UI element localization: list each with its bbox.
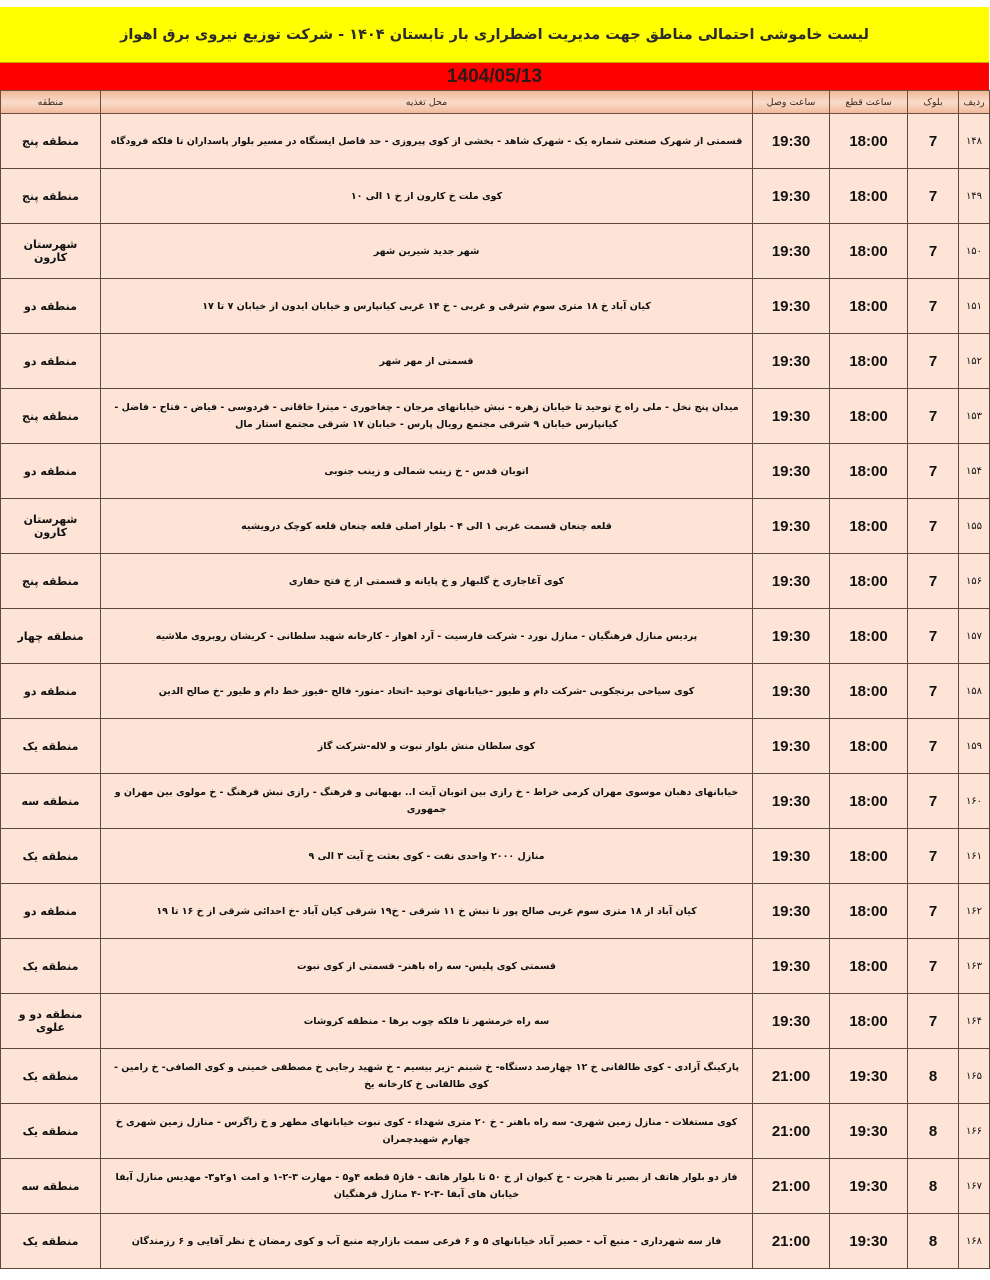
cell-connect-time: 19:30 (753, 829, 830, 884)
cell-region: منطقه یک (1, 939, 101, 994)
table-row (1, 554, 990, 609)
cell-connect-time: 19:30 (753, 444, 830, 499)
page-title: لیست خاموشی احتمالی مناطق جهت مدیریت اضطراری بار تابستان ۱۴۰۴ - شرکت توزیع نیروی برق اهواز (120, 26, 869, 43)
cell-cut-time: 18:00 (830, 994, 908, 1049)
cell-block: 8 (908, 1159, 959, 1214)
cell-row-number: ۱۶۶ (959, 1104, 990, 1159)
cell-cut-time: 18:00 (830, 554, 908, 609)
cell-cut-time: 18:00 (830, 224, 908, 279)
cell-cut-time: 18:00 (830, 279, 908, 334)
cell-region: منطقه دو و علوی (1, 994, 101, 1049)
table-row (1, 389, 990, 444)
cell-connect-time: 19:30 (753, 224, 830, 279)
cell-location: شهر جدید شیرین شهر (101, 224, 753, 279)
table-header-row (1, 91, 990, 114)
cell-connect-time: 19:30 (753, 609, 830, 664)
cell-block: 7 (908, 994, 959, 1049)
cell-location: فاز سه شهرداری - منبع آب - حصیر آباد خیابانهای ۵ و ۶ فرعی سمت بازارچه منبع آب و کوی رمضان خ نظر آقایی و ۶ رزمندگان (101, 1214, 753, 1269)
cell-location: کوی آغاجاری خ گلبهار و خ پایانه و قسمتی از خ فتح حفاری (101, 554, 753, 609)
cell-location: پردیس منازل فرهنگیان - منازل نورد - شرکت فارسیت - آرد اهواز - کارخانه شهید سلطانی - کریشان روبروی ملاشیه (101, 609, 753, 664)
cell-cut-time: 18:00 (830, 444, 908, 499)
cell-location: اتوبان قدس - خ زینب شمالی و زینب جنوبی (101, 444, 753, 499)
column-header-connect-time: ساعت وصل (753, 91, 830, 114)
cell-block: 7 (908, 774, 959, 829)
cell-region: شهرستان کارون (1, 499, 101, 554)
cell-location: کوی مستغلات - منازل زمین شهری- سه راه باهنر - خ ۲۰ متری شهداء - کوی نبوت خیابانهای مطهر و خ زاگرس - منازل زمین شهری خ چهارم شهیدچمران (101, 1104, 753, 1159)
column-header-row-number: ردیف (959, 91, 990, 114)
cell-region: منطقه سه (1, 1159, 101, 1214)
cell-location: کوی ملت خ کارون از خ ۱ الی ۱۰ (101, 169, 753, 224)
cell-block: 8 (908, 1104, 959, 1159)
cell-block: 7 (908, 169, 959, 224)
cell-row-number: ۱۵۵ (959, 499, 990, 554)
cell-block: 8 (908, 1049, 959, 1104)
cell-connect-time: 21:00 (753, 1104, 830, 1159)
cell-cut-time: 18:00 (830, 719, 908, 774)
table-row (1, 719, 990, 774)
schedule-date: 1404/05/13 (446, 65, 543, 87)
cell-row-number: ۱۶۲ (959, 884, 990, 939)
cell-block: 7 (908, 719, 959, 774)
cell-location: قسمتی کوی پلیس- سه راه باهنر- قسمتی از کوی نبوت (101, 939, 753, 994)
cell-connect-time: 19:30 (753, 994, 830, 1049)
cell-row-number: ۱۵۷ (959, 609, 990, 664)
cell-row-number: ۱۴۸ (959, 114, 990, 169)
cell-row-number: ۱۵۳ (959, 389, 990, 444)
table-row (1, 279, 990, 334)
cell-cut-time: 18:00 (830, 169, 908, 224)
cell-block: 7 (908, 939, 959, 994)
cell-cut-time: 18:00 (830, 114, 908, 169)
table-row (1, 169, 990, 224)
cell-row-number: ۱۵۴ (959, 444, 990, 499)
table-row (1, 1049, 990, 1104)
cell-row-number: ۱۶۴ (959, 994, 990, 1049)
cell-location: قسمتی از شهرک صنعتی شماره یک - شهرک شاهد - بخشی از کوی پیروزی - حد فاصل ایستگاه در مسیر بلوار پاسداران تا فلکه فرودگاه (101, 114, 753, 169)
cell-connect-time: 19:30 (753, 664, 830, 719)
table-row (1, 994, 990, 1049)
table-row (1, 664, 990, 719)
table-row (1, 224, 990, 279)
cell-row-number: ۱۶۳ (959, 939, 990, 994)
cell-block: 7 (908, 829, 959, 884)
cell-block: 7 (908, 224, 959, 279)
cell-connect-time: 19:30 (753, 774, 830, 829)
cell-cut-time: 19:30 (830, 1104, 908, 1159)
cell-block: 7 (908, 554, 959, 609)
cell-location: کیان آباد خ ۱۸ متری سوم شرقی و غربی - خ ۱۴ غربی کیانپارس و خیابان ایدون از خیابان ۷ تا ۱۷ (101, 279, 753, 334)
table-row (1, 334, 990, 389)
cell-location: منازل ۲۰۰۰ واحدی نفت - کوی بعثت خ آیت ۳ الی ۹ (101, 829, 753, 884)
cell-connect-time: 21:00 (753, 1049, 830, 1104)
cell-row-number: ۱۵۶ (959, 554, 990, 609)
cell-block: 7 (908, 334, 959, 389)
cell-block: 8 (908, 1214, 959, 1269)
cell-location: سه راه خرمشهر تا فلکه چوب برها - منطقه کروشات (101, 994, 753, 1049)
cell-connect-time: 19:30 (753, 499, 830, 554)
table-row (1, 1104, 990, 1159)
table-row (1, 829, 990, 884)
title-banner (0, 7, 989, 63)
cell-connect-time: 19:30 (753, 334, 830, 389)
column-header-cut-time: ساعت قطع (830, 91, 908, 114)
date-banner (0, 63, 989, 90)
cell-connect-time: 19:30 (753, 554, 830, 609)
cell-row-number: ۱۵۰ (959, 224, 990, 279)
cell-location: خیابانهای دهبان موسوی مهران کرمی خراط - خ رازی بین اتوبان آیت ا.. بهبهانی و فرهنگ - رازی نبش فرهنگ - خ مولوی بین مهران و جمهوری (101, 774, 753, 829)
table-row (1, 609, 990, 664)
table-row (1, 884, 990, 939)
cell-cut-time: 18:00 (830, 609, 908, 664)
cell-row-number: ۱۶۵ (959, 1049, 990, 1104)
cell-region: منطقه دو (1, 884, 101, 939)
cell-row-number: ۱۶۷ (959, 1159, 990, 1214)
cell-connect-time: 19:30 (753, 719, 830, 774)
cell-cut-time: 18:00 (830, 664, 908, 719)
cell-connect-time: 19:30 (753, 884, 830, 939)
table-row (1, 774, 990, 829)
cell-connect-time: 21:00 (753, 1214, 830, 1269)
cell-location: قسمتی از مهر شهر (101, 334, 753, 389)
cell-region: منطقه پنج (1, 114, 101, 169)
table-row (1, 1214, 990, 1269)
cell-cut-time: 19:30 (830, 1159, 908, 1214)
cell-region: منطقه یک (1, 1214, 101, 1269)
cell-cut-time: 18:00 (830, 334, 908, 389)
cell-row-number: ۱۵۱ (959, 279, 990, 334)
cell-region: منطقه پنج (1, 554, 101, 609)
cell-block: 7 (908, 499, 959, 554)
table-row (1, 114, 990, 169)
cell-region: منطقه یک (1, 829, 101, 884)
cell-row-number: ۱۶۸ (959, 1214, 990, 1269)
cell-location: پارکینگ آزادی - کوی طالقانی خ ۱۲ چهارصد دستگاه- خ شبنم -زیر بیسیم - خ شهید رجایی خ مصطفی خمینی و کوی الصافی- خ رامین - کوی طالقانی خ کارخانه یخ (101, 1049, 753, 1104)
cell-region: منطقه دو (1, 279, 101, 334)
cell-connect-time: 21:00 (753, 1159, 830, 1214)
cell-region: منطقه سه (1, 774, 101, 829)
cell-connect-time: 19:30 (753, 279, 830, 334)
column-header-region: منطقه (1, 91, 101, 114)
cell-location: کوی سیاحی برنجکوبی -شرکت دام و طیور -خیابانهای توحید -اتحاد -متور- فالح -فیوز خط دام و طیور -خ صالح الدین (101, 664, 753, 719)
cell-block: 7 (908, 609, 959, 664)
cell-region: منطقه دو (1, 444, 101, 499)
cell-row-number: ۱۵۸ (959, 664, 990, 719)
cell-region: منطقه یک (1, 1104, 101, 1159)
cell-region: منطقه دو (1, 664, 101, 719)
cell-row-number: ۱۶۱ (959, 829, 990, 884)
cell-cut-time: 18:00 (830, 884, 908, 939)
cell-row-number: ۱۵۹ (959, 719, 990, 774)
cell-row-number: ۱۶۰ (959, 774, 990, 829)
cell-location: کیان آباد از ۱۸ متری سوم غربی صالح پور تا نبش خ ۱۱ شرقی - خ۱۹ شرقی کیان آباد -خ احدائی شرقی از خ ۱۶ تا ۱۹ (101, 884, 753, 939)
cell-region: منطقه یک (1, 1049, 101, 1104)
blackout-schedule-sheet (0, 7, 989, 1269)
cell-location: فاز دو بلوار هاتف از بصیر تا هجرت - خ کیوان از خ ۵۰ تا بلوار هاتف - فاز۵ قطعه ۴و۵ - مهارت ۳-۲-۱ و امت ۱و۲و۳- مهدیس منازل آبفا خیابان های آبفا -۳-۲ -۴ منازل فرهنگیان (101, 1159, 753, 1214)
cell-region: شهرستان کارون (1, 224, 101, 279)
cell-block: 7 (908, 664, 959, 719)
cell-location: کوی سلطان منش بلوار نبوت و لاله-شرکت گاز (101, 719, 753, 774)
cell-region: منطقه پنج (1, 169, 101, 224)
cell-block: 7 (908, 444, 959, 499)
cell-connect-time: 19:30 (753, 939, 830, 994)
cell-region: منطقه یک (1, 719, 101, 774)
cell-block: 7 (908, 114, 959, 169)
cell-location: میدان پنج نخل - ملی راه خ توحید تا خیابان زهره - نبش خیابانهای مرجان - چغاخوری - میترا خاقانی - فردوسی - فیاض - فتاح - فاضل - کیانپارس خیابان ۹ شرقی مجتمع رویال پارس - خیابان ۱۷ شرقی مجتمع استار مال (101, 389, 753, 444)
cell-row-number: ۱۵۲ (959, 334, 990, 389)
column-header-location: محل تغذیه (101, 91, 753, 114)
table-row (1, 1159, 990, 1214)
table-row (1, 444, 990, 499)
cell-location: قلعه چنعان قسمت غربی ۱ الی ۴ - بلوار اصلی قلعه چنعان قلعه کوچک درویشیه (101, 499, 753, 554)
cell-cut-time: 18:00 (830, 499, 908, 554)
cell-region: منطقه دو (1, 334, 101, 389)
cell-block: 7 (908, 884, 959, 939)
cell-block: 7 (908, 389, 959, 444)
table-row (1, 939, 990, 994)
table-row (1, 499, 990, 554)
cell-block: 7 (908, 279, 959, 334)
cell-row-number: ۱۴۹ (959, 169, 990, 224)
cell-cut-time: 19:30 (830, 1214, 908, 1269)
cell-cut-time: 18:00 (830, 939, 908, 994)
cell-connect-time: 19:30 (753, 169, 830, 224)
cell-cut-time: 18:00 (830, 774, 908, 829)
cell-connect-time: 19:30 (753, 389, 830, 444)
column-header-block: بلوک (908, 91, 959, 114)
cell-region: منطقه چهار (1, 609, 101, 664)
cell-cut-time: 18:00 (830, 389, 908, 444)
cell-region: منطقه پنج (1, 389, 101, 444)
cell-connect-time: 19:30 (753, 114, 830, 169)
cell-cut-time: 19:30 (830, 1049, 908, 1104)
cell-cut-time: 18:00 (830, 829, 908, 884)
schedule-table (0, 90, 990, 1269)
